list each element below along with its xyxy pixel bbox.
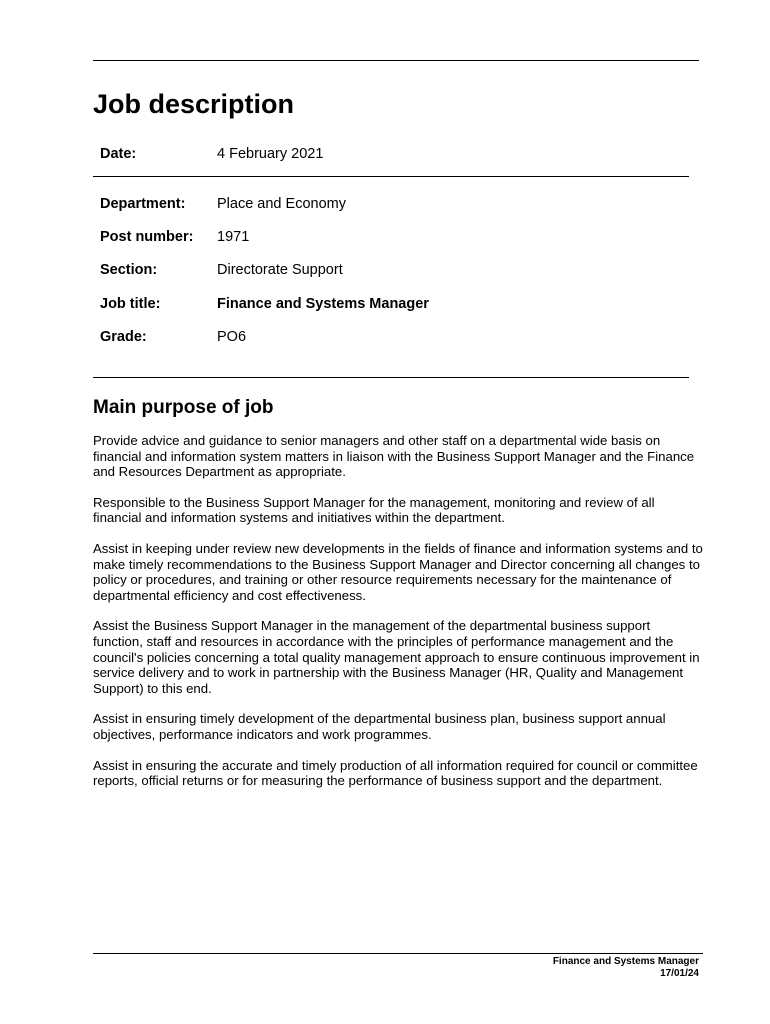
section-value: Directorate Support [217, 262, 343, 278]
grade-label: Grade: [100, 329, 147, 345]
fields-divider [93, 377, 689, 378]
footer-divider [93, 953, 703, 954]
date-label: Date: [100, 146, 137, 162]
footer-date: 17/01/24 [660, 968, 699, 979]
page-title: Job description [93, 89, 295, 119]
top-divider [93, 60, 699, 61]
department-label: Department: [100, 196, 186, 212]
section-heading: Main purpose of job [93, 397, 274, 418]
job-title-label: Job title: [100, 296, 161, 312]
job-title-value: Finance and Systems Manager [217, 296, 429, 312]
post-number-label: Post number: [100, 229, 194, 245]
date-divider [93, 176, 689, 177]
department-value: Place and Economy [217, 196, 346, 212]
paragraph: Assist in ensuring the accurate and timely production of all information required for council or committee reports, official returns or for measuring the performance of business support and the department. [93, 757, 698, 789]
paragraph: Assist in keeping under review new developments in the fields of finance and information systems and to make timely recommendations to the Business Support Manager and Director concerning all changes to policy or procedures, and training or other resource requirements necessary for the maintenance of departmental efficiency and cost effectiveness. [93, 540, 703, 603]
grade-value: PO6 [217, 329, 247, 345]
paragraph: Assist the Business Support Manager in the management of the departmental business support function, staff and resources in accordance with the principles of performance management and the council's policies concerning a total quality management approach to ensure continuous improvement in service delivery and to work in partnership with the Business Manager (HR, Quality and Management Support) to this end. [93, 618, 700, 696]
section-label: Section: [100, 262, 158, 278]
purpose-body [93, 433, 703, 804]
paragraph: Provide advice and guidance to senior managers and other staff on a departmental wide basis on financial and information system matters in liaison with the Business Support Manager and the Finance and Resources Department as appropriate. [93, 433, 695, 480]
date-value: 4 February 2021 [217, 146, 324, 162]
footer-job-title: Finance and Systems Manager [552, 956, 699, 967]
paragraph: Responsible to the Business Support Manager for the management, monitoring and review of all financial and information systems and initiatives within the department. [93, 494, 655, 526]
paragraph: Assist in ensuring timely development of the departmental business plan, business support annual objectives, performance indicators and work programmes. [93, 711, 666, 742]
page-footer [553, 956, 699, 980]
post-number-value: 1971 [217, 229, 250, 245]
